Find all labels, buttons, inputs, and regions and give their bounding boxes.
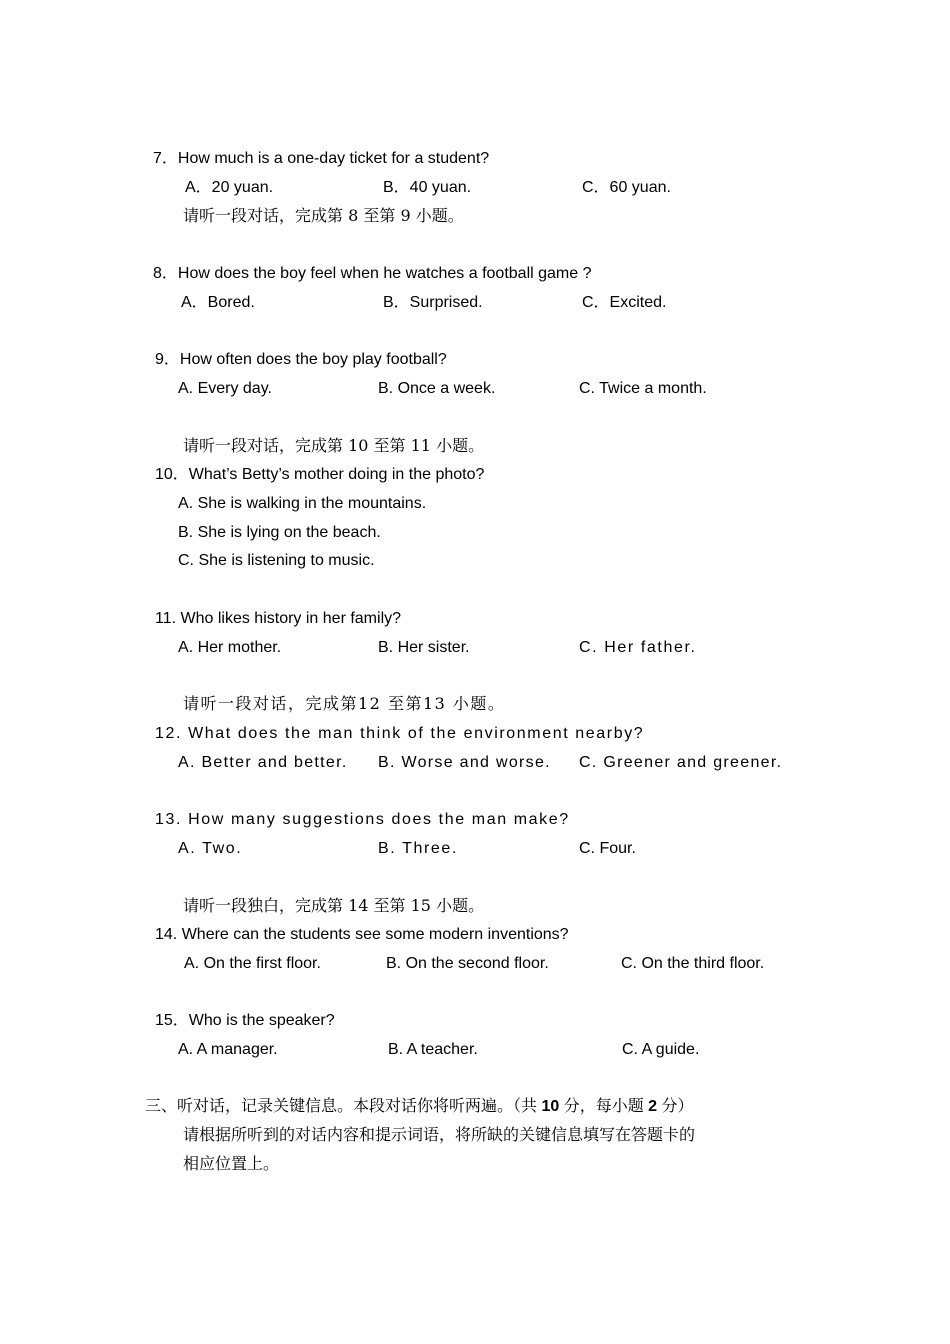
section-3-mid: 分，每小题	[559, 1098, 649, 1115]
q13-option-c: C. Four.	[579, 840, 636, 857]
q8-option-b: B．Surprised.	[383, 294, 483, 311]
question-12: 12. What does the man think of the environment nearby?	[155, 725, 645, 742]
q13-option-a: A. Two.	[178, 840, 243, 857]
q14-option-a: A. On the first floor.	[184, 955, 321, 972]
q14-option-c: C. On the third floor.	[621, 955, 765, 972]
instruction-8-9: 请听一段对话，完成第 8 至第 9 小题。	[183, 206, 464, 225]
section-3-instruction-line-2: 相应位置上。	[183, 1156, 280, 1173]
instruction-10-11: 请听一段对话，完成第 10 至第 11 小题。	[183, 436, 485, 455]
q11-option-c: C. Her father.	[579, 639, 697, 656]
section-3-each: 2	[648, 1098, 658, 1115]
q9-option-b: B. Once a week.	[378, 380, 496, 397]
question-15: 15．Who is the speaker?	[155, 1012, 335, 1029]
q14-option-b: B. On the second floor.	[386, 955, 549, 972]
q8-option-a: A．Bored.	[181, 294, 255, 311]
question-13: 13. How many suggestions does the man make?	[155, 811, 570, 828]
q7-option-a: A．20 yuan.	[185, 179, 274, 196]
q10-option-c: C. She is listening to music.	[178, 552, 375, 569]
q9-option-c: C. Twice a month.	[579, 380, 707, 397]
q15-option-c: C. A guide.	[622, 1041, 700, 1058]
q8-option-c: C．Excited.	[582, 294, 667, 311]
q11-option-a: A. Her mother.	[178, 639, 282, 656]
section-3-instruction-line-1: 请根据所听到的对话内容和提示词语，将所缺的关键信息填写在答题卡的	[183, 1127, 696, 1144]
instruction-12-13: 请听一段对话，完成第12 至第13 小题。	[183, 694, 506, 713]
question-11: 11. Who likes history in her family?	[155, 610, 402, 627]
question-8: 8．How does the boy feel when he watches a football game ?	[153, 265, 592, 282]
question-9: 9．How often does the boy play football?	[155, 351, 447, 368]
q7-option-b: B．40 yuan.	[383, 179, 472, 196]
question-10: 10．What’s Betty’s mother doing in the photo?	[155, 466, 485, 483]
section-3-total: 10	[541, 1098, 560, 1115]
instruction-14-15: 请听一段独白，完成第 14 至第 15 小题。	[183, 896, 485, 915]
question-14: 14. Where can the students see some modern inventions?	[155, 926, 569, 943]
q7-option-c: C．60 yuan.	[582, 179, 671, 196]
section-3-prefix: 三、听对话，记录关键信息。本段对话你将听两遍。（共	[145, 1098, 542, 1115]
q12-option-c: C. Greener and greener.	[579, 754, 783, 771]
question-7: 7．How much is a one-day ticket for a student?	[153, 150, 490, 167]
q9-option-a: A. Every day.	[178, 380, 272, 397]
q10-option-a: A. She is walking in the mountains.	[178, 495, 427, 512]
q12-option-a: A. Better and better.	[178, 754, 348, 771]
q11-option-b: B. Her sister.	[378, 639, 470, 656]
q12-option-b: B. Worse and worse.	[378, 754, 551, 771]
q15-option-b: B. A teacher.	[388, 1041, 478, 1058]
q15-option-a: A. A manager.	[178, 1041, 278, 1058]
section-3-suffix: 分）	[657, 1098, 694, 1115]
section-3-heading	[145, 1097, 694, 1117]
q10-option-b: B. She is lying on the beach.	[178, 524, 381, 541]
q13-option-b: B. Three.	[378, 840, 458, 857]
